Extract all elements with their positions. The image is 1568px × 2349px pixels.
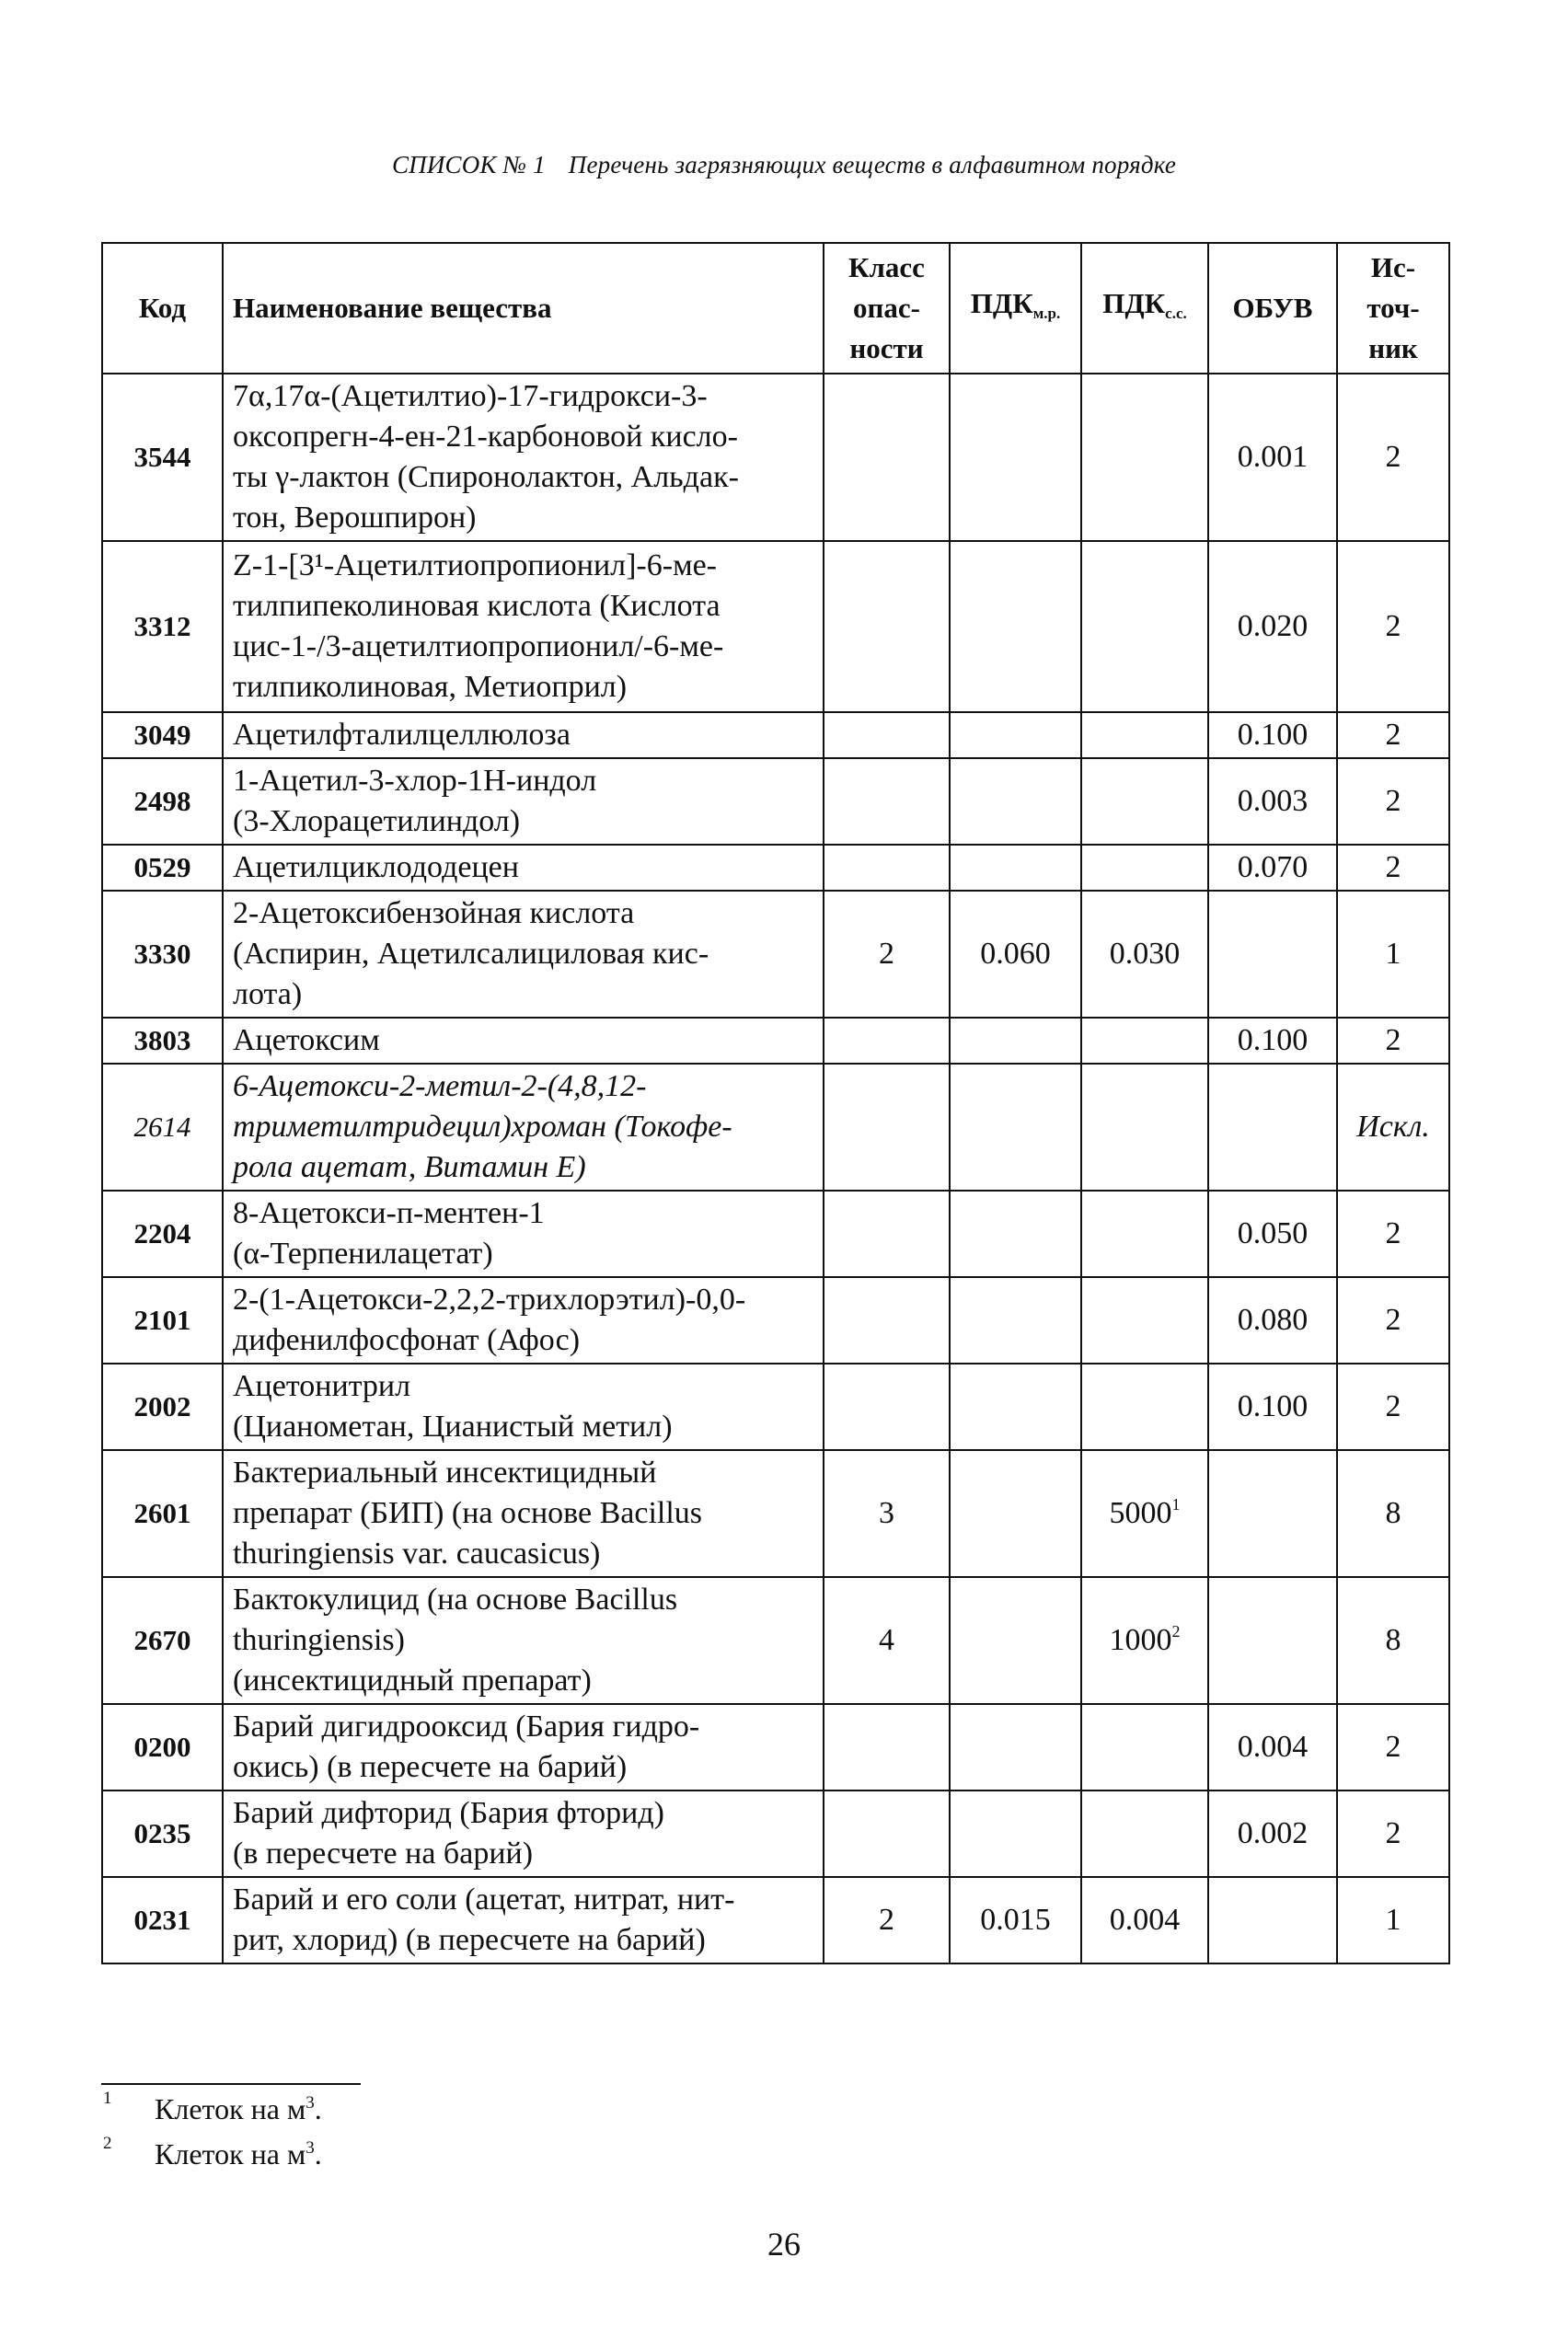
table-row	[102, 891, 1449, 1018]
cell-pdk-mr	[950, 1018, 1081, 1064]
header-code: Код	[102, 243, 223, 374]
cell-pdk-mr: 0.015	[950, 1877, 1081, 1963]
cell-code: 3544	[102, 374, 223, 541]
cell-source: 2	[1337, 1018, 1449, 1064]
cell-name: Ацетилфталилцеллюлоза	[223, 712, 824, 758]
cell-obuv	[1208, 1064, 1337, 1191]
cell-obuv: 0.020	[1208, 541, 1337, 712]
table-row	[102, 1450, 1449, 1577]
substances-table	[101, 242, 1450, 1964]
table-row	[102, 1064, 1449, 1191]
cell-obuv: 0.003	[1208, 758, 1337, 845]
table-row	[102, 1577, 1449, 1704]
cell-pdk-mr	[950, 541, 1081, 712]
table-body	[102, 374, 1449, 1963]
cell-obuv: 0.100	[1208, 712, 1337, 758]
cell-name: Бактериальный инсектицидный препарат (БИП) (на основе Bacillus thuringiensis var. caucasicus)	[223, 1450, 824, 1577]
cell-pdk-ss: 1000$^2$	[1081, 1577, 1208, 1704]
cell-pdk-mr	[950, 1450, 1081, 1577]
footnote-1	[101, 2087, 322, 2132]
cell-code: 2101	[102, 1277, 223, 1364]
cell-source: 2	[1337, 845, 1449, 891]
cell-class	[824, 845, 950, 891]
cell-source: 2	[1337, 1704, 1449, 1791]
list-title: Перечень загрязняющих веществ в алфавитном порядке	[568, 151, 1177, 178]
cell-source: 1	[1337, 891, 1449, 1018]
cell-obuv: 0.004	[1208, 1704, 1337, 1791]
cell-class	[824, 1791, 950, 1877]
footnote-ref: 2	[1171, 1622, 1181, 1641]
cell-pdk-mr	[950, 1704, 1081, 1791]
cell-pdk-ss	[1081, 541, 1208, 712]
cell-pdk-ss	[1081, 1364, 1208, 1450]
cell-name: Бактокулицид (на основе Bacillus thuringiensis) (инсектицидный препарат)	[223, 1577, 824, 1704]
cell-source: 2	[1337, 758, 1449, 845]
cell-pdk-ss	[1081, 1704, 1208, 1791]
cell-name: Ацетонитрил (Цианометан, Цианистый метил)	[223, 1364, 824, 1450]
cell-obuv	[1208, 1877, 1337, 1963]
cell-source: 1	[1337, 1877, 1449, 1963]
cell-source: Искл.	[1337, 1064, 1449, 1191]
cell-code: 0200	[102, 1704, 223, 1791]
cell-name: Ацетилциклододецен	[223, 845, 824, 891]
table-row	[102, 541, 1449, 712]
cell-class	[824, 374, 950, 541]
cell-pdk-mr	[950, 1191, 1081, 1277]
table-row	[102, 1018, 1449, 1064]
cell-pdk-mr	[950, 1791, 1081, 1877]
header-pdk-ss: $ПДК_{с.с.}$	[1081, 243, 1208, 374]
table-header-row	[102, 243, 1449, 374]
cell-obuv: 0.001	[1208, 374, 1337, 541]
cell-code: 0235	[102, 1791, 223, 1877]
cell-code: 0529	[102, 845, 223, 891]
cell-class: 2	[824, 891, 950, 1018]
cell-pdk-ss	[1081, 1277, 1208, 1364]
cell-pdk-mr	[950, 758, 1081, 845]
footnote-mark: 1	[103, 2089, 112, 2108]
footnote-divider	[101, 2083, 361, 2085]
cell-pdk-ss	[1081, 1191, 1208, 1277]
cell-code: 2002	[102, 1364, 223, 1450]
cell-name: 7α,17α-(Ацетилтио)-17-гидрокси-3- оксопрегн-4-ен-21-карбоновой кисло- ты γ-лактон (Спиронолактон, Альдак- тон, Верошпирон)	[223, 374, 824, 541]
cell-pdk-mr	[950, 712, 1081, 758]
cell-pdk-ss	[1081, 374, 1208, 541]
cell-source: 2	[1337, 541, 1449, 712]
cell-obuv: 0.100	[1208, 1018, 1337, 1064]
cell-obuv: 0.050	[1208, 1191, 1337, 1277]
header-obuv: ОБУВ	[1208, 243, 1337, 374]
cell-obuv: 0.100	[1208, 1364, 1337, 1450]
cell-pdk-ss	[1081, 1791, 1208, 1877]
cell-class	[824, 541, 950, 712]
table-row	[102, 374, 1449, 541]
cell-obuv	[1208, 891, 1337, 1018]
footnotes	[101, 2087, 322, 2177]
cell-source: 2	[1337, 374, 1449, 541]
cell-pdk-ss: 0.004	[1081, 1877, 1208, 1963]
table-row	[102, 1791, 1449, 1877]
cell-pdk-mr	[950, 1364, 1081, 1450]
cell-class: 3	[824, 1450, 950, 1577]
header-class: Класс опас- ности	[824, 243, 950, 374]
header-pdk-mr: $ПДК_{м.р.}$	[950, 243, 1081, 374]
cell-pdk-ss	[1081, 845, 1208, 891]
page-header	[0, 151, 1568, 179]
cell-class	[824, 758, 950, 845]
table-row	[102, 1277, 1449, 1364]
cell-class	[824, 712, 950, 758]
header-source: Ис- точ- ник	[1337, 243, 1449, 374]
cell-name: 2-Ацетоксибензойная кислота (Аспирин, Ацетилсалициловая кис- лота)	[223, 891, 824, 1018]
cell-obuv	[1208, 1450, 1337, 1577]
cell-name: 8-Ацетокси-п-ментен-1 (α-Терпенилацетат)	[223, 1191, 824, 1277]
cell-name: Барий дигидрооксид (Бария гидро- окись) (в пересчете на барий)	[223, 1704, 824, 1791]
cell-source: 8	[1337, 1450, 1449, 1577]
footnote-text: Клеток на $м^3$.	[155, 2092, 322, 2125]
cell-class: 4	[824, 1577, 950, 1704]
cell-obuv: 0.080	[1208, 1277, 1337, 1364]
cell-obuv	[1208, 1577, 1337, 1704]
cell-pdk-mr: 0.060	[950, 891, 1081, 1018]
cell-class	[824, 1277, 950, 1364]
cell-pdk-mr	[950, 1277, 1081, 1364]
footnote-mark: 2	[103, 2134, 112, 2153]
cell-code: 0231	[102, 1877, 223, 1963]
cell-obuv: 0.002	[1208, 1791, 1337, 1877]
cell-code: 2614	[102, 1064, 223, 1191]
cell-code: 3312	[102, 541, 223, 712]
table-row	[102, 1364, 1449, 1450]
cell-pdk-mr	[950, 1577, 1081, 1704]
cell-code: 2498	[102, 758, 223, 845]
footnote-text: Клеток на $м^3$.	[155, 2137, 322, 2171]
cell-name: 6-Ацетокси-2-метил-2-(4,8,12- триметилтридецил)хроман (Токофе- рола ацетат, Витамин Е)	[223, 1064, 824, 1191]
header-name: Наименование вещества	[223, 243, 824, 374]
table-row	[102, 712, 1449, 758]
page-number: 26	[767, 2226, 801, 2263]
table-row	[102, 1877, 1449, 1963]
footnote-2	[101, 2132, 322, 2177]
cell-pdk-mr	[950, 374, 1081, 541]
cell-source: 8	[1337, 1577, 1449, 1704]
cell-pdk-ss	[1081, 1018, 1208, 1064]
cell-class	[824, 1364, 950, 1450]
footnote-ref: 1	[1171, 1495, 1181, 1514]
cell-pdk-ss: 0.030	[1081, 891, 1208, 1018]
cell-pdk-ss	[1081, 758, 1208, 845]
cell-code: 3803	[102, 1018, 223, 1064]
cell-source: 2	[1337, 1277, 1449, 1364]
cell-name: 1-Ацетил-3-хлор-1Н-индол (3-Хлорацетилиндол)	[223, 758, 824, 845]
cell-class	[824, 1018, 950, 1064]
cell-class	[824, 1704, 950, 1791]
cell-code: 2670	[102, 1577, 223, 1704]
cell-source: 2	[1337, 1191, 1449, 1277]
cell-name: Ацетоксим	[223, 1018, 824, 1064]
cell-code: 3049	[102, 712, 223, 758]
cell-source: 2	[1337, 1791, 1449, 1877]
cell-code: 3330	[102, 891, 223, 1018]
table-row	[102, 1191, 1449, 1277]
cell-name: Барий дифторид (Бария фторид) (в пересчете на барий)	[223, 1791, 824, 1877]
cell-class	[824, 1191, 950, 1277]
list-number: СПИСОК № 1	[391, 151, 546, 178]
cell-pdk-ss	[1081, 712, 1208, 758]
cell-name: 2-(1-Ацетокси-2,2,2-трихлорэтил)-0,0- дифенилфосфонат (Афос)	[223, 1277, 824, 1364]
cell-pdk-ss: 5000$^1$	[1081, 1450, 1208, 1577]
cell-name: Z-1-[3¹-Ацетилтиопропионил]-6-ме- тилпипеколиновая кислота (Кислота цис-1-/3-ацетилтиопропионил/-6-ме- тилпиколиновая, Метиоприл)	[223, 541, 824, 712]
cell-code: 2601	[102, 1450, 223, 1577]
cell-pdk-ss	[1081, 1064, 1208, 1191]
cell-name: Барий и его соли (ацетат, нитрат, нит- рит, хлорид) (в пересчете на барий)	[223, 1877, 824, 1963]
cell-class	[824, 1064, 950, 1191]
cell-class: 2	[824, 1877, 950, 1963]
cell-pdk-mr	[950, 845, 1081, 891]
table-row	[102, 1704, 1449, 1791]
cell-pdk-mr	[950, 1064, 1081, 1191]
table-row	[102, 845, 1449, 891]
cell-obuv: 0.070	[1208, 845, 1337, 891]
cell-source: 2	[1337, 712, 1449, 758]
table-row	[102, 758, 1449, 845]
cell-source: 2	[1337, 1364, 1449, 1450]
cell-code: 2204	[102, 1191, 223, 1277]
